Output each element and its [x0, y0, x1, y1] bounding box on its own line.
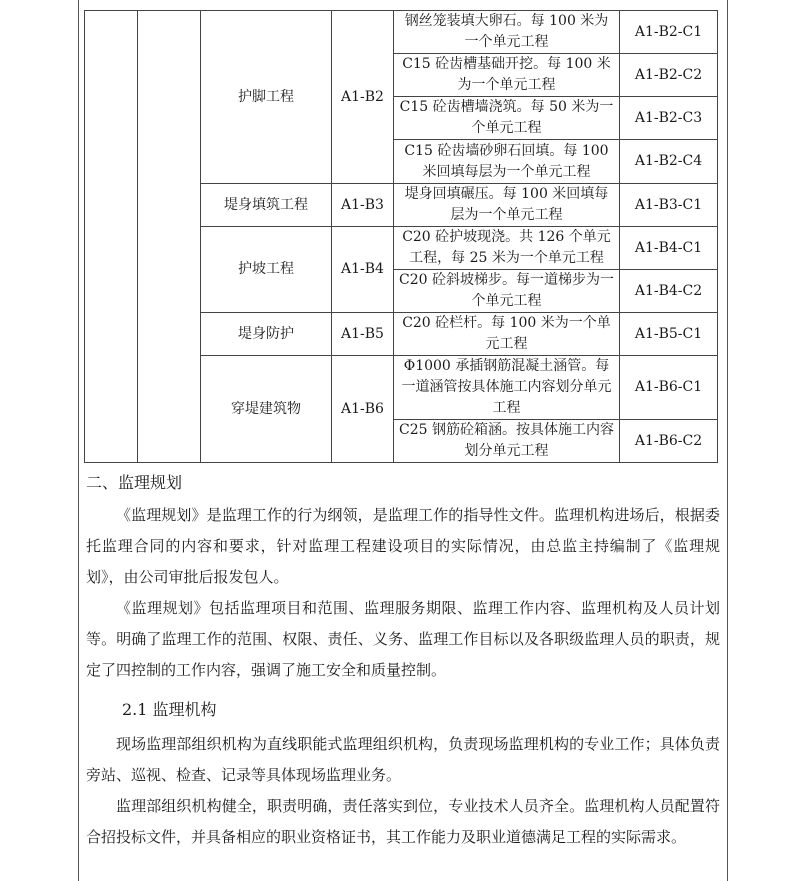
table-row: [85, 11, 718, 54]
item-code-cell: A1-B4: [332, 227, 394, 313]
item-name-cell: 穿堤建筑物: [201, 356, 332, 463]
unit-code-cell: A1-B4-C2: [620, 270, 718, 313]
unit-code-cell: A1-B2-C3: [620, 97, 718, 140]
unit-description-cell: C15 砼齿墙砂卵石回填。每 100 米回填每层为一个单元工程: [394, 140, 620, 184]
item-name-cell: 护脚工程: [201, 11, 332, 184]
item-name-cell: 堤身防护: [201, 313, 332, 356]
subsection-heading: 2.1 监理机构: [122, 700, 217, 719]
unit-description-cell: 堤身回填碾压。每 100 米回填每层为一个单元工程: [394, 184, 620, 227]
unit-code-cell: A1-B2-C4: [620, 140, 718, 184]
paragraph: 《监理规划》包括监理项目和范围、监理服务期限、监理工作内容、监理机构及人员计划等。明确了监理工作的范围、权限、责任、义务、监理工作目标以及各职级监理人员的职责，规定了四控制的工作内容，强调了施工安全和质量控制。: [86, 599, 720, 679]
unit-description-cell: C15 砼齿槽墙浇筑。每 50 米为一个单元工程: [394, 97, 620, 140]
paragraph: 《监理规划》是监理工作的行为纲领，是监理工作的指导性文件。监理机构进场后，根据委托监理合同的内容和要求，针对监理工程建设项目的实际情况，由总监主持编制了《监理规划》，由公司审批后报发包人。: [86, 506, 720, 586]
unit-code-cell: A1-B6-C2: [620, 420, 718, 463]
unit-code-cell: A1-B2-C1: [620, 11, 718, 54]
item-name-cell: 护坡工程: [201, 227, 332, 313]
unit-code-cell: A1-B4-C1: [620, 227, 718, 270]
paragraph: 监理部组织机构健全，职责明确，责任落实到位，专业技术人员齐全。监理机构人员配置符合招投标文件，并具备相应的职业资格证书，其工作能力及职业道德满足工程的实际需求。: [86, 797, 720, 846]
item-name-cell: 堤身填筑工程: [201, 184, 332, 227]
section-heading: 二、监理规划: [86, 473, 183, 492]
unit-code-cell: A1-B2-C2: [620, 54, 718, 97]
unit-description-cell: C20 砼斜坡梯步。每一道梯步为一个单元工程: [394, 270, 620, 313]
unit-division-table: [84, 10, 718, 463]
unit-description-cell: 钢丝笼装填大卵石。每 100 米为一个单元工程: [394, 11, 620, 54]
outer-col-2: [138, 11, 201, 463]
item-code-cell: A1-B2: [332, 11, 394, 184]
unit-description-cell: C25 钢筋砼箱涵。按具体施工内容划分单元工程: [394, 420, 620, 463]
item-code-cell: A1-B6: [332, 356, 394, 463]
unit-code-cell: A1-B6-C1: [620, 356, 718, 420]
item-code-cell: A1-B3: [332, 184, 394, 227]
item-code-cell: A1-B5: [332, 313, 394, 356]
unit-description-cell: C20 砼栏杆。每 100 米为一个单元工程: [394, 313, 620, 356]
unit-description-cell: C20 砼护坡现浇。共 126 个单元工程，每 25 米为一个单元工程: [394, 227, 620, 270]
unit-code-cell: A1-B5-C1: [620, 313, 718, 356]
unit-description-cell: C15 砼齿槽基础开挖。每 100 米为一个单元工程: [394, 54, 620, 97]
paragraph: 现场监理部组织机构为直线职能式监理组织机构，负责现场监理机构的专业工作；具体负责旁站、巡视、检查、记录等具体现场监理业务。: [86, 735, 720, 784]
unit-description-cell: Φ1000 承插钢筋混凝土涵管。每一道涵管按具体施工内容划分单元工程: [394, 356, 620, 420]
outer-col-1: [85, 11, 138, 463]
unit-code-cell: A1-B3-C1: [620, 184, 718, 227]
